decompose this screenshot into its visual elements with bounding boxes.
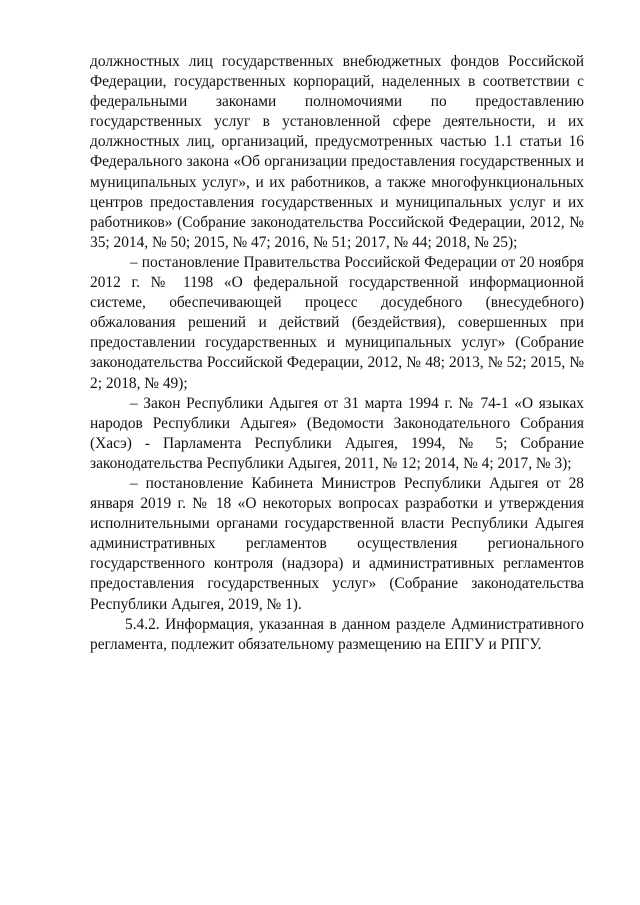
paragraph-government-decree-1198: – постановление Правительства Российской Федерации от 20 ноября 2012 г. № 1198 «О федеральной государственной информационной системе, обеспечивающей процесс досудебного (внесудебного) обжалования решений и действий (бездействия), совершенных при предоставлении государственных и муниципальных услуг» (Собрание законодательства Российской Федерации, 2012, № 48; 2013, № 52; 2015, № 2; 2018, № 49); <box>90 253 584 392</box>
paragraph-continuation: должностных лиц государственных внебюджетных фондов Российской Федерации, государственных корпораций, наделенных в соответствии с федеральными законами полномочиями по предоставлению государственных услуг в установленной сфере деятельности, и их должностных лиц, организаций, предусмотренных частью 1.1 статьи 16 Федерального закона «Об организации предоставления государственных и муниципальных услуг», и их работников, а также многофункциональных центров предоставления государственных и муниципальных услуг и их работников» (Собрание законодательства Российской Федерации, 2012, № 35; 2014, № 50; 2015, № 47; 2016, № 51; 2017, № 44; 2018, № 25); <box>90 53 584 251</box>
paragraph-law-languages: – Закон Республики Адыгея от 31 марта 1994 г. № 74-1 «О языках народов Республики Адыгея» (Ведомости Законодательного Собрания (Хасэ) - Парламента Республики Адыгея, 1994, № 5; Собрание законодательства Республики Адыгея, 2011, № 12; 2014, № 4; 2017, № 3); <box>90 394 584 472</box>
paragraph-section-5-4-2: 5.4.2. Информация, указанная в данном разделе Административного регламента, подлежит обязательному размещению на ЕПГУ и РПГУ. <box>90 615 584 653</box>
paragraph-cabinet-decree-18: – постановление Кабинета Министров Республики Адыгея от 28 января 2019 г. № 18 «О некоторых вопросах разработки и утверждения исполнительными органами государственной власти Республики Адыгея административных регламентов осуществления регионального государственного контроля (надзора) и административных регламентов предоставления государственных услуг» (Собрание законодательства Республики Адыгея, 2019, № 1). <box>90 474 584 613</box>
document-page <box>90 52 584 655</box>
